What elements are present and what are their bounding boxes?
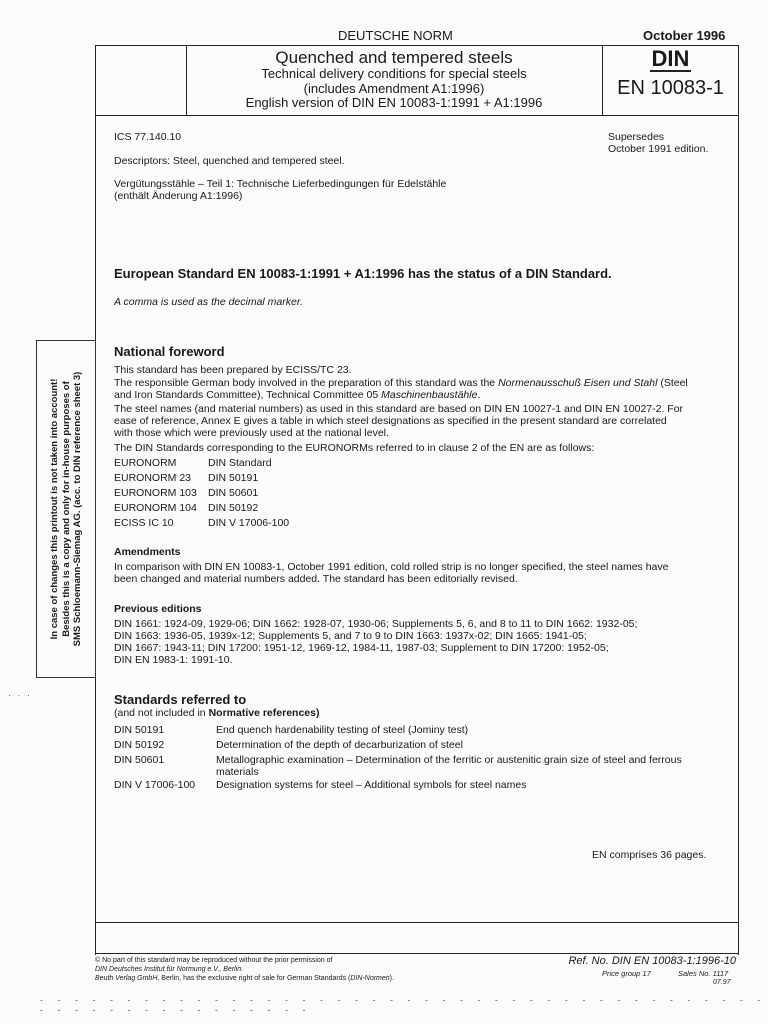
foreword-p2a: The responsible German body involved in the preparation of this standard was the: [114, 377, 499, 389]
previous-editions-line-2: DIN 1663: 1936-05, 1939x-12; Supplements 5, and 7 to 9 to DIN 1663: 1937x-02; DIN 1665: 1941-05;: [114, 630, 587, 642]
standards-sub-2: Normative references): [208, 707, 320, 719]
supersedes-edition: October 1991 edition.: [608, 143, 709, 155]
standard-code: DIN 50191: [114, 724, 165, 736]
din-cell: DIN 50191: [208, 472, 259, 484]
amendments-line-2: been changed and material numbers added. The standard has been editorially revised.: [114, 573, 518, 585]
document-subtitle-3: English version of DIN EN 10083-1:1991 + A1:1996: [245, 95, 543, 110]
document-subtitle-1: Technical delivery conditions for special steels: [261, 66, 527, 81]
comma-note: A comma is used as the decimal marker.: [114, 296, 303, 308]
standards-referred-subheading: [114, 707, 319, 720]
sales-number: Sales No. 1117: [678, 969, 729, 978]
copyright-3d: ).: [389, 975, 394, 982]
foreword-p2-line2: [114, 389, 480, 402]
euronorm-cell: EURONORM 104: [114, 502, 197, 514]
supersedes-label: Supersedes: [608, 131, 665, 143]
print-code: 07.97: [713, 979, 731, 986]
copyright-3b: , Berlin, has the exclusive right of sale for German Standards (: [157, 975, 351, 982]
standard-code: DIN 50601: [114, 754, 165, 766]
standards-sub-1: (and not included in: [114, 707, 209, 719]
euronorm-cell: EURONORM: [114, 457, 177, 469]
standard-description: Designation systems for steel – Additional symbols for steel names: [216, 779, 527, 791]
reference-number: Ref. No. DIN EN 10083-1:1996-10: [568, 955, 736, 967]
descriptors: Descriptors: Steel, quenched and tempered steel.: [114, 155, 345, 167]
amendments-line-1: In comparison with DIN EN 10083-1, October 1991 edition, cold rolled strip is no longer specified, the steel names have: [114, 561, 669, 573]
document-title: Quenched and tempered steels: [275, 48, 513, 67]
foreword-p1: This standard has been prepared by ECISS/TC 23.: [114, 364, 352, 376]
foreword-p3-line3: with those which were previously used at the national level.: [114, 427, 389, 439]
foreword-p4: The DIN Standards corresponding to the EURONORMs referred to in clause 2 of the EN are as follows:: [114, 442, 595, 454]
side-note-line-1: In case of changes this printout is not taken into account!: [48, 378, 60, 640]
header-bottom-line: [95, 115, 739, 116]
copyright-3a: Beuth Verlag GmbH: [95, 975, 158, 982]
din-cell: DIN 50601: [208, 487, 259, 499]
copyright-3c: DIN-Normen: [350, 975, 390, 982]
foreword-p2-line1: [114, 377, 688, 390]
standard-description: Metallographic examination – Determination of the ferritic or austenitic grain size of steel and ferrous: [216, 754, 682, 766]
standard-code: DIN 50192: [114, 739, 165, 751]
euronorm-cell: ECISS IC 10: [114, 517, 174, 529]
standards-referred-heading: Standards referred to: [114, 692, 247, 707]
ics-code: ICS 77.140.10: [114, 131, 182, 143]
standard-code: DIN V 17006-100: [114, 779, 196, 791]
din-logo: [650, 48, 692, 72]
price-group: Price group 17: [602, 969, 651, 978]
euronorm-cell: EURONORM 103: [114, 487, 197, 499]
german-title-line-1: Vergütungsstähle – Teil 1: Technische Lieferbedingungen für Edelstähle: [114, 178, 447, 190]
pages-note: EN comprises 36 pages.: [592, 849, 707, 861]
issue-date: October 1996: [643, 28, 726, 43]
previous-editions-line-4: DIN EN 1983-1: 1991-10.: [114, 654, 233, 666]
previous-editions-line-3: DIN 1667: 1943-11; DIN 17200: 1951-12, 1969-12, 1984-11, 1987-03; Supplement to DIN 17200: 1952-05;: [114, 642, 609, 654]
foreword-p3-line2: ease of reference, Annex E gives a table in which steel designations as specified in the present standard are correlated: [114, 415, 667, 427]
deutsche-norm-label: DEUTSCHE NORM: [338, 28, 453, 43]
document-subtitle-2: (includes Amendment A1:1996): [303, 80, 485, 96]
foreword-p2f: .: [477, 389, 481, 401]
din-cell: DIN 50192: [208, 502, 259, 514]
foreword-p2c: (Steel: [657, 377, 688, 389]
copyright-line-2: DIN Deutsches Institut für Normung e.V., Berlin.: [95, 966, 244, 973]
scan-artifact-dots: - - - - - - - - - - - - - - - - - - - - - - - - - - - - - - - - - - - - - - - - - - - - - - - - - - - - - - - - - -: [40, 995, 767, 1015]
frame-top-line: [95, 45, 739, 46]
national-foreword-heading: National foreword: [114, 344, 225, 359]
previous-editions-line-1: DIN 1661: 1924-09, 1929-06; DIN 1662: 1928-07, 1930-06; Supplements 5, 6, and 8 to 11 to DIN 1662: 1932-05;: [114, 618, 638, 630]
standard-description: Determination of the depth of decarburization of steel: [216, 739, 463, 751]
side-note-line-2: Besides this is a copy and only for in-house purposes of: [60, 381, 72, 637]
german-title-line-2: (enthält Änderung A1:1996): [114, 190, 243, 202]
din-cell: DIN V 17006-100: [208, 517, 290, 529]
foreword-p2b: Normenausschuß Eisen und Stahl: [498, 377, 658, 389]
standard-number: EN 10083-1: [617, 77, 724, 99]
euronorm-cell: EURONORM 23: [114, 472, 192, 484]
scan-artifact-dots: · · ·: [8, 690, 32, 700]
copyright-line-1: © No part of this standard may be reproduced without the prior permission of: [95, 957, 333, 964]
foreword-p2d: and Iron Standards Committee), Technical Committee 05: [114, 389, 382, 401]
side-note-line-3: SMS Schloemann-Siemag AG. (acc. to DIN reference sheet 3): [71, 371, 83, 647]
foreword-p3-line1: The steel names (and material numbers) as used in this standard are based on DIN EN 10027-1 and DIN EN 10027-2. For: [114, 403, 684, 415]
footer-top-line: [95, 922, 739, 923]
title-block: [187, 48, 601, 111]
foreword-p2e: Maschinenbaustähle: [381, 389, 478, 401]
frame-right-line: [738, 45, 739, 955]
copyright-line-3: [95, 975, 394, 982]
standard-description-cont: materials: [216, 766, 259, 778]
footer-line-2: [95, 953, 739, 954]
status-statement: European Standard EN 10083-1:1991 + A1:1996 has the status of a DIN Standard.: [114, 266, 612, 281]
din-logo-text: DIN: [651, 46, 690, 71]
din-cell: DIN Standard: [208, 457, 272, 469]
din-logo-block: [603, 48, 738, 100]
side-copy-notice: [36, 340, 96, 678]
standard-description: End quench hardenability testing of steel (Jominy test): [216, 724, 469, 736]
euronorm-table-row: [114, 457, 176, 470]
previous-editions-heading: Previous editions: [114, 603, 202, 615]
amendments-heading: Amendments: [114, 546, 181, 558]
